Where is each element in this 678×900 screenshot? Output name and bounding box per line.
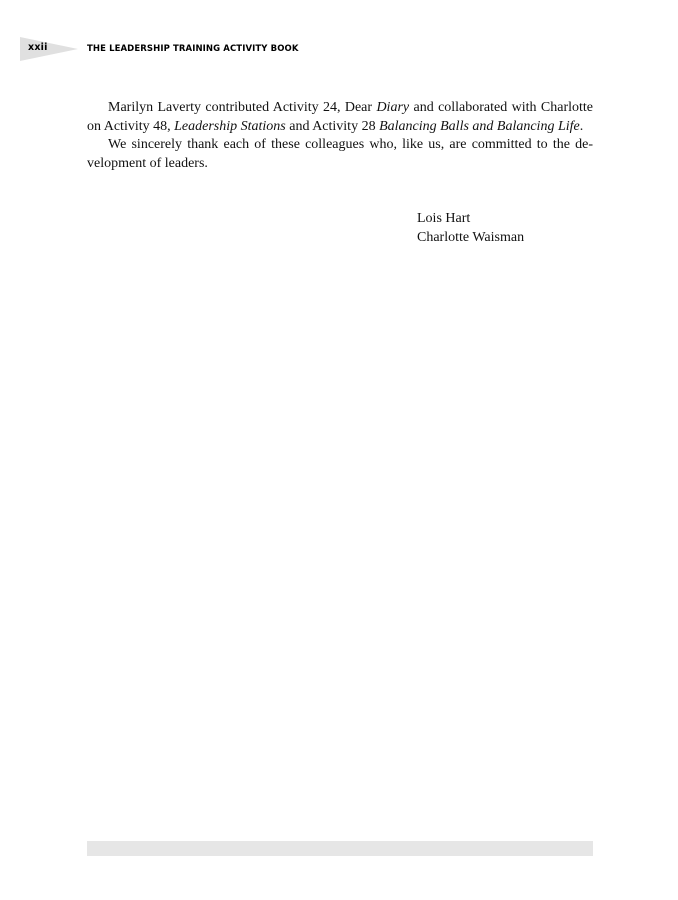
signature-block bbox=[417, 210, 524, 247]
title-leadership-stations: Leadership Stations bbox=[174, 118, 286, 134]
paragraph-thanks: We sincerely thank each of these colleagues who, like us, are committed to the development of leaders. bbox=[87, 137, 593, 171]
paragraph-contributors bbox=[87, 99, 593, 136]
signature-lois-hart: Lois Hart bbox=[417, 211, 471, 226]
text-run: Marilyn Laverty contributed Activity 24, Dear bbox=[108, 100, 377, 115]
text-run: and Activity 28 bbox=[285, 118, 380, 134]
footer-bar bbox=[87, 841, 593, 856]
signature-charlotte-waisman: Charlotte Waisman bbox=[417, 229, 525, 245]
text-run: and collaborated with Charlotte on Activity 48, bbox=[87, 100, 593, 134]
running-head: THE LEADERSHIP TRAINING ACTIVITY BOOK bbox=[87, 44, 299, 54]
title-balancing-balls: Balancing Balls and Balancing Life bbox=[379, 118, 580, 134]
title-diary: Diary bbox=[376, 100, 410, 115]
body-text bbox=[87, 99, 593, 173]
text-run: . bbox=[579, 118, 584, 134]
page-number: xxii bbox=[28, 42, 48, 53]
